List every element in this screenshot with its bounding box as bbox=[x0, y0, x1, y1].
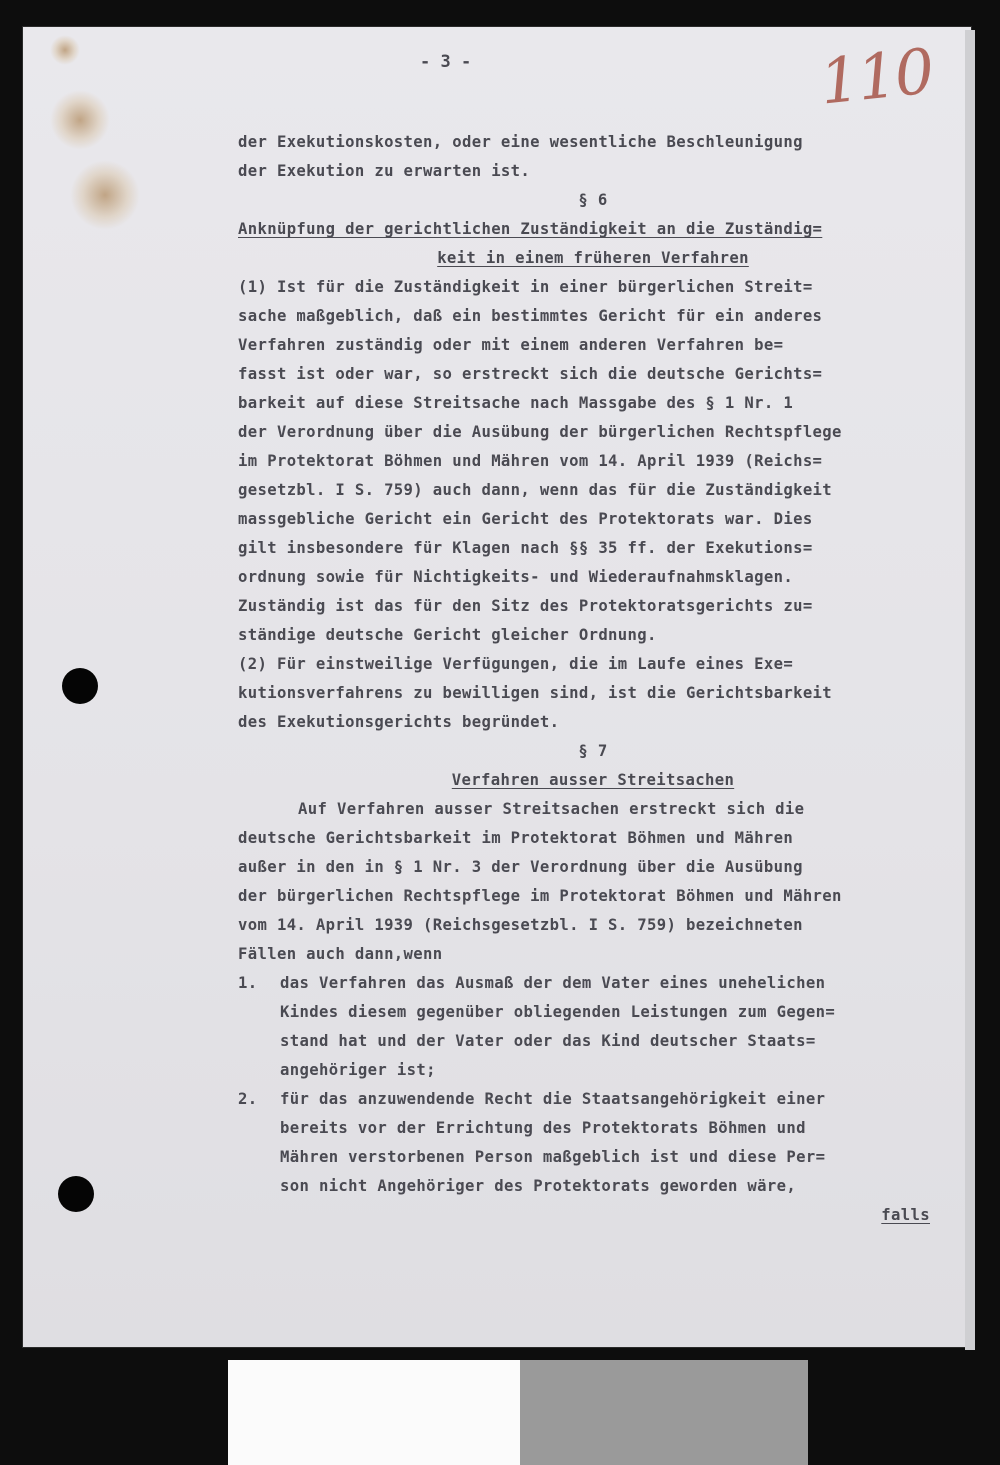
text-line: Fällen auch dann,wenn bbox=[238, 945, 443, 963]
text-line: (2) Für einstweilige Verfügungen, die im Laufe eines Exe= bbox=[238, 655, 794, 673]
handwritten-folio: 110 bbox=[816, 34, 936, 119]
list-line: angehöriger ist; bbox=[280, 1061, 436, 1079]
text-line: gesetzbl. I S. 759) auch dann, wenn das für die Zuständigkeit bbox=[238, 481, 833, 499]
rust-stain bbox=[70, 160, 140, 230]
list-line: Kindes diesem gegenüber obliegenden Leistungen zum Gegen= bbox=[280, 1003, 836, 1021]
catchword: falls bbox=[881, 1206, 930, 1224]
text-line: Zuständig ist das für den Sitz des Protektoratsgerichts zu= bbox=[238, 597, 813, 615]
text-line: fasst ist oder war, so erstreckt sich die deutsche Gerichts= bbox=[238, 365, 823, 383]
list-item bbox=[238, 1085, 970, 1114]
list-line: son nicht Angehöriger des Protektorats geworden wäre, bbox=[280, 1177, 797, 1195]
text-line: kutionsverfahrens zu bewilligen sind, ist die Gerichtsbarkeit bbox=[238, 684, 833, 702]
text-line: im Protektorat Böhmen und Mähren vom 14. April 1939 (Reichs= bbox=[238, 452, 823, 470]
punch-hole bbox=[62, 668, 98, 704]
list-number: 1. bbox=[238, 974, 258, 992]
text-line: des Exekutionsgerichts begründet. bbox=[238, 713, 560, 731]
text-line: (1) Ist für die Zuständigkeit in einer bürgerlichen Streit= bbox=[238, 278, 813, 296]
section-heading: Anknüpfung der gerichtlichen Zuständigkeit an die Zuständig= bbox=[238, 220, 823, 238]
section-number: § 6 bbox=[578, 191, 608, 209]
section-number: § 7 bbox=[578, 742, 608, 760]
scan-calibration-white bbox=[228, 1360, 520, 1465]
list-line: Mähren verstorbenen Person maßgeblich ist und diese Per= bbox=[280, 1148, 826, 1166]
punch-hole bbox=[58, 1176, 94, 1212]
text-line: Verfahren zuständig oder mit einem anderen Verfahren be= bbox=[238, 336, 784, 354]
text-line: außer in den in § 1 Nr. 3 der Verordnung über die Ausübung bbox=[238, 858, 803, 876]
text-line: barkeit auf diese Streitsache nach Massgabe des § 1 Nr. 1 bbox=[238, 394, 794, 412]
section-heading: Verfahren ausser Streitsachen bbox=[451, 771, 735, 789]
list-line: stand hat und der Vater oder das Kind deutscher Staats= bbox=[280, 1032, 816, 1050]
text-line: deutsche Gerichtsbarkeit im Protektorat Böhmen und Mähren bbox=[238, 829, 794, 847]
rust-stain bbox=[50, 35, 80, 65]
text-line: massgebliche Gericht ein Gericht des Protektorats war. Dies bbox=[238, 510, 813, 528]
text-line: Auf Verfahren ausser Streitsachen erstreckt sich die bbox=[298, 800, 805, 818]
list-line: für das anzuwendende Recht die Staatsangehörigkeit einer bbox=[280, 1090, 826, 1108]
text-line: der Verordnung über die Ausübung der bürgerlichen Rechtspflege bbox=[238, 423, 842, 441]
text-line: vom 14. April 1939 (Reichsgesetzbl. I S. 759) bezeichneten bbox=[238, 916, 803, 934]
list-number: 2. bbox=[238, 1090, 258, 1108]
rust-stain bbox=[50, 90, 110, 150]
list-line: das Verfahren das Ausmaß der dem Vater eines unehelichen bbox=[280, 974, 826, 992]
text-line: der Exekutionskosten, oder eine wesentliche Beschleunigung bbox=[238, 133, 803, 151]
list-item bbox=[238, 969, 970, 998]
text-line: ständige deutsche Gericht gleicher Ordnung. bbox=[238, 626, 657, 644]
text-line: der Exekution zu erwarten ist. bbox=[238, 162, 531, 180]
page-number: - 3 - bbox=[420, 52, 472, 72]
text-line: sache maßgeblich, daß ein bestimmtes Gericht für ein anderes bbox=[238, 307, 823, 325]
text-line: ordnung sowie für Nichtigkeits- und Wiederaufnahmsklagen. bbox=[238, 568, 794, 586]
text-line: gilt insbesondere für Klagen nach §§ 35 ff. der Exekutions= bbox=[238, 539, 813, 557]
list-line: bereits vor der Errichtung des Protektorats Böhmen und bbox=[280, 1119, 806, 1137]
body-text bbox=[238, 128, 970, 1230]
text-line: der bürgerlichen Rechtspflege im Protektorat Böhmen und Mähren bbox=[238, 887, 842, 905]
section-heading: keit in einem früheren Verfahren bbox=[437, 249, 749, 267]
scan-calibration-gray bbox=[520, 1360, 808, 1465]
